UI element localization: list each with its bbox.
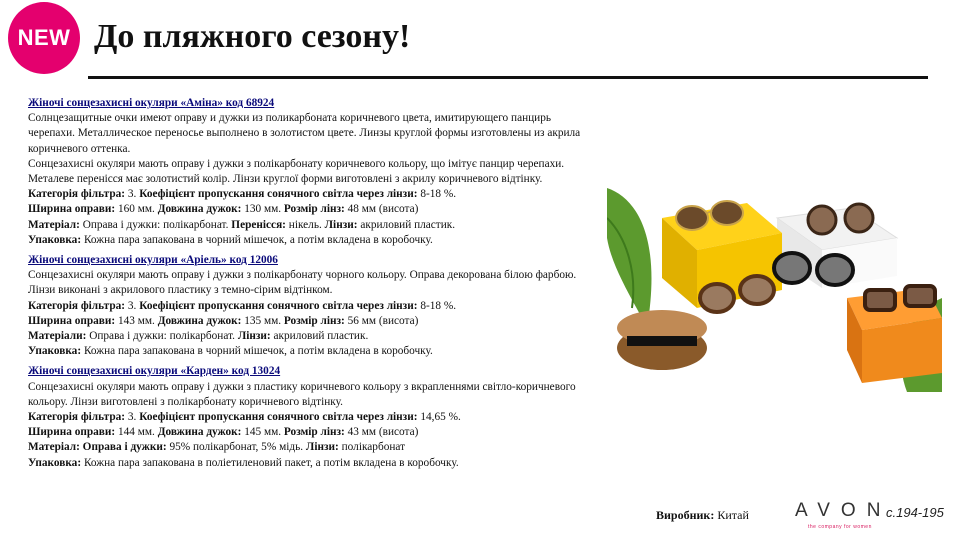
- product-amina: [28, 96, 598, 248]
- new-badge-text: NEW: [17, 25, 71, 50]
- sunglasses-case: [617, 310, 707, 370]
- title-divider: [88, 76, 928, 79]
- spec-dimensions: Ширина оправи: 144 мм. Довжина дужок: 145 мм. Розмір лінз: 43 мм (висота): [28, 426, 419, 439]
- page-number: с.194-195: [886, 505, 944, 520]
- spec-packaging: Упаковка: Кожна пара запакована в чорний мішечок, а потім вкладена в коробочку.: [28, 345, 433, 358]
- product-karden: [28, 364, 598, 470]
- product-photo: [607, 178, 942, 392]
- avon-tagline: the company for women: [808, 524, 872, 530]
- new-badge: [8, 2, 80, 74]
- product-title: Жіночі сонцезахисні окуляри «Карден» код 13024: [28, 365, 281, 378]
- product-list: [28, 96, 598, 471]
- spec-filter: Категорія фільтра: 3. Коефіцієнт пропускання сонячного світла через лінзи: 14,65 %.: [28, 411, 461, 424]
- spec-packaging: Упаковка: Кожна пара запакована в поліетиленовий пакет, а потім вкладена в коробочку.: [28, 456, 459, 469]
- product-description-uk: Сонцезахисні окуляри мають оправу і дужки з полікарбонату коричневого кольору, що імітує панцир черепахи. Металеве перенісся має золотистий колір. Лінзи круглої форми виготовлені з акрилу коричневого відтінку.: [28, 157, 565, 186]
- product-title: Жіночі сонцезахисні окуляри «Аріель» код 12006: [28, 254, 278, 267]
- spec-packaging: Упаковка: Кожна пара запакована в чорний мішечок, а потім вкладена в коробочку.: [28, 233, 433, 246]
- page-title: До пляжного сезону!: [94, 18, 411, 55]
- spec-material: Матеріал: Оправа і дужки: 95% полікарбонат, 5% мідь. Лінзи: полікарбонат: [28, 441, 406, 454]
- product-title: Жіночі сонцезахисні окуляри «Аміна» код 68924: [28, 97, 275, 109]
- product-description: Сонцезахисні окуляри мають оправу і дужки з пластику коричневого кольору з вкрапленнями світло-коричневого кольору. Лінзи виготовлені з полікарбонату коричневого відтінку.: [28, 380, 576, 408]
- product-description: Сонцезахисні окуляри мають оправу і дужки з полікарбонату чорного кольору. Оправа декорована білою фарбою. Лінзи виконані з акрилового пластику з темно-сірим відтінком.: [28, 269, 577, 297]
- product-description-ru: Солнцезащитные очки имеют оправу и дужки из поликарбоната коричневого цвета, имитирующего панцирь черепахи. Металлическое переносье выполнено в золотистом цвете. Линзы круглой формы изготовлены из акрила коричневого оттенка.: [28, 112, 581, 155]
- spec-dimensions: Ширина оправи: 143 мм. Довжина дужок: 135 мм. Розмір лінз: 56 мм (висота): [28, 314, 419, 327]
- spec-filter: Категорія фільтра: 3. Коефіцієнт пропускання сонячного світла через лінзи: 8-18 %.: [28, 299, 457, 312]
- spec-material: Матеріали: Оправа і дужки: полікарбонат. Лінзи: акриловий пластик.: [28, 330, 369, 343]
- product-ariel: [28, 253, 598, 359]
- spec-material: Матеріал: Оправа і дужки: полікарбонат. Перенісся: нікель. Лінзи: акриловий пластик.: [28, 218, 456, 231]
- spec-filter: Категорія фільтра: 3. Коефіцієнт пропускання сонячного світла через лінзи: 8-18 %.: [28, 188, 457, 201]
- manufacturer: Виробник: Китай: [656, 508, 749, 522]
- spec-dimensions: Ширина оправи: 160 мм. Довжина дужок: 130 мм. Розмір лінз: 48 мм (висота): [28, 203, 419, 216]
- avon-logo: AVON: [795, 500, 892, 521]
